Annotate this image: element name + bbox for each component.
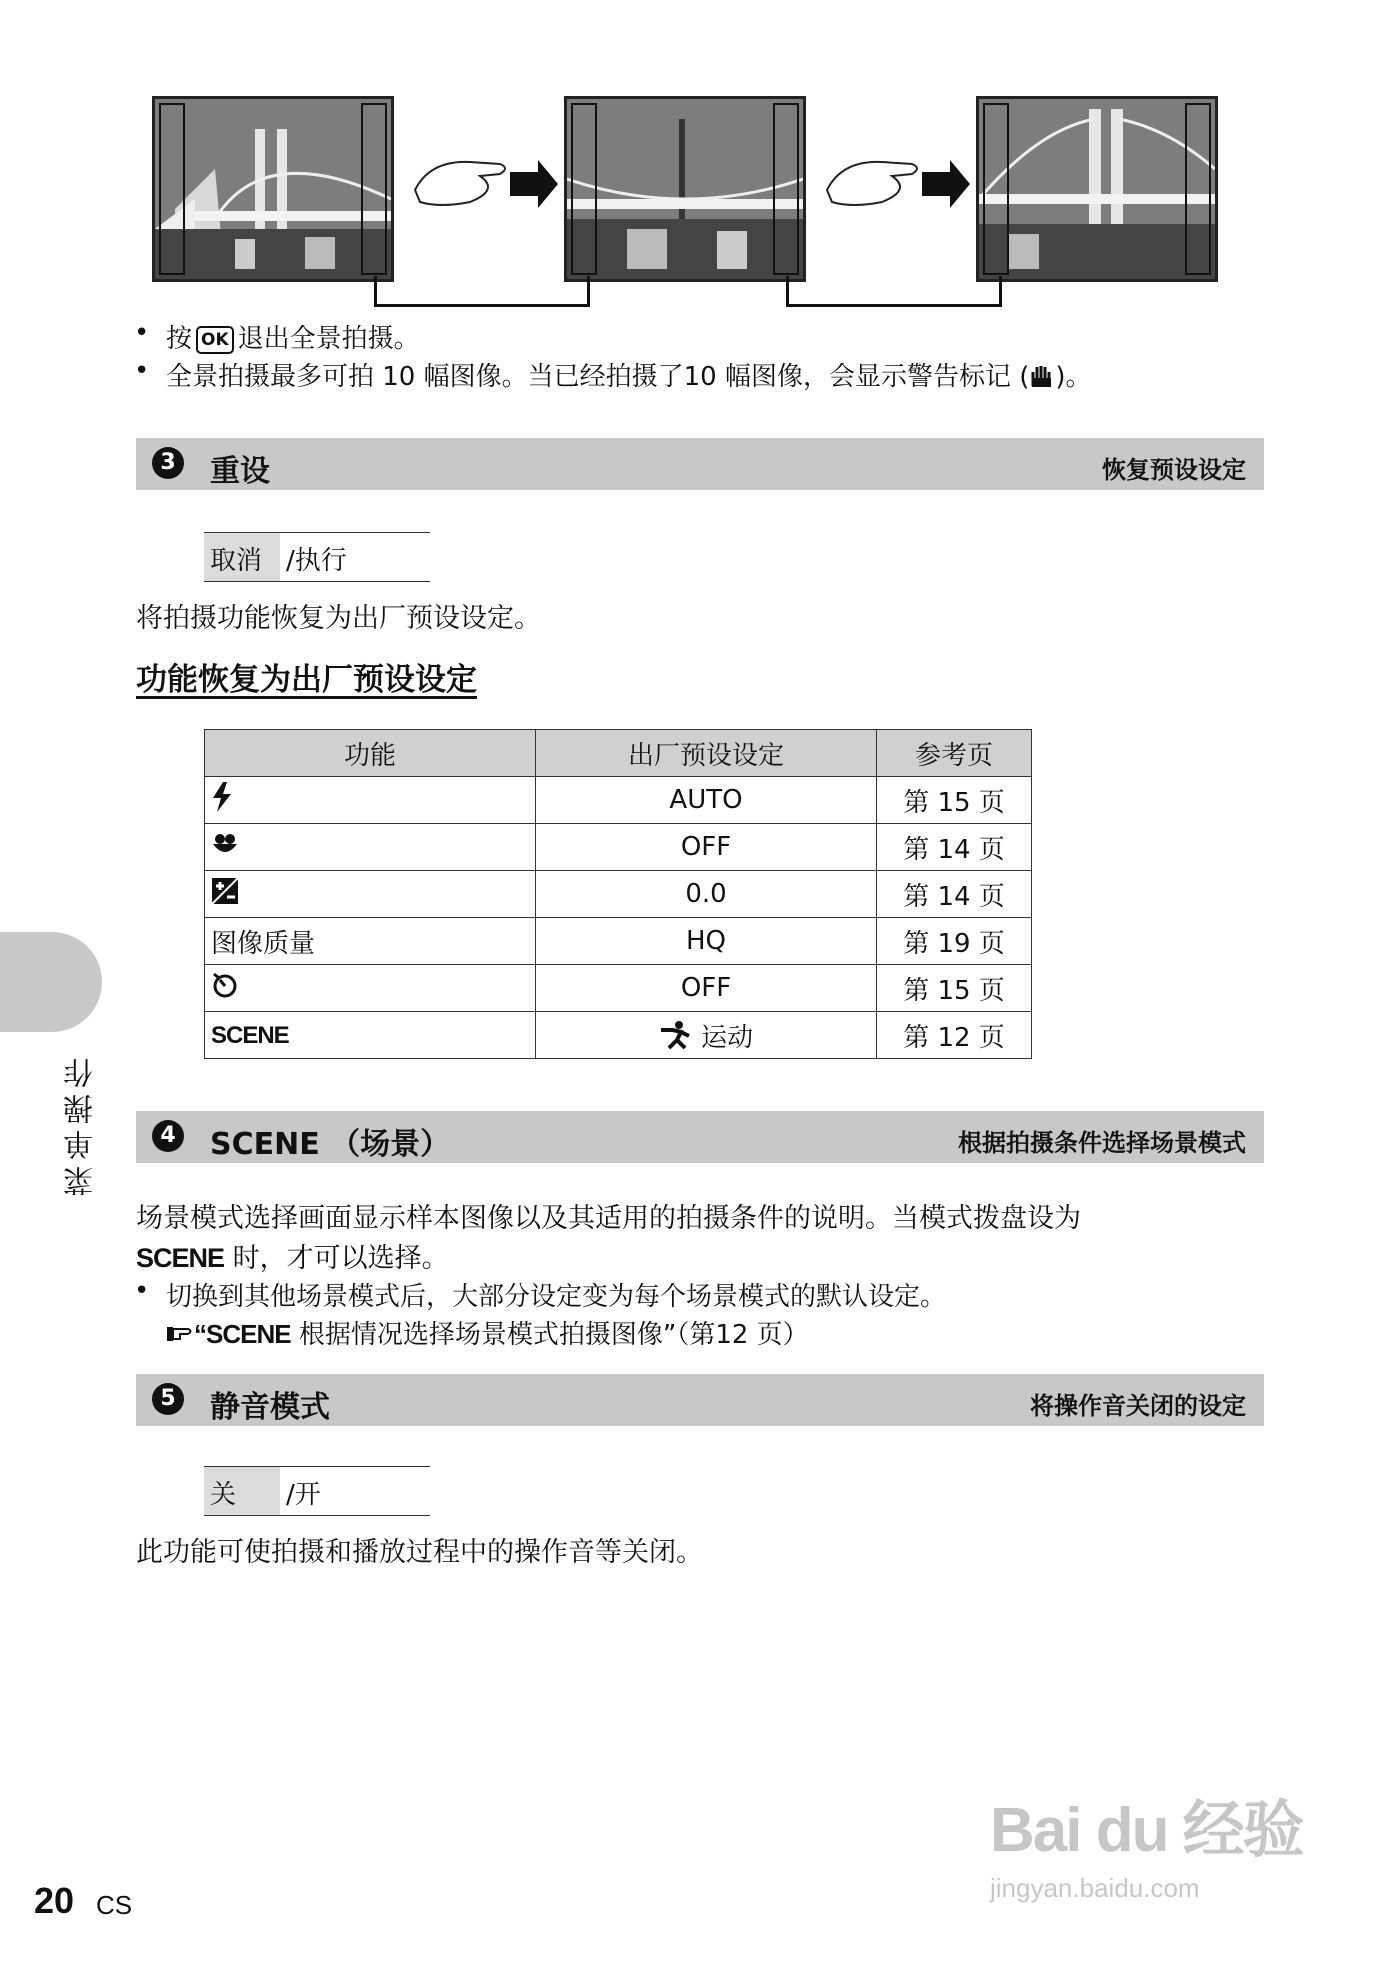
alignment-guide-right — [361, 103, 387, 275]
connector-line — [374, 276, 590, 307]
function-cell — [205, 777, 536, 824]
section-number: 4 — [152, 1120, 184, 1152]
page-cell: 第 14 页 — [877, 824, 1032, 871]
chapter-side-label: 菜单操作 — [64, 1052, 99, 1196]
option-execute[interactable]: /执行 — [286, 546, 347, 576]
factory-defaults-table — [204, 729, 1032, 1059]
function-cell — [205, 1012, 536, 1059]
scene-icon: SCENE — [136, 1243, 225, 1273]
scene-description-line1: 场景模式选择画面显示样本图像以及其适用的拍摄条件的说明。当模式拨盘设为 — [136, 1203, 1081, 1234]
scene-description-line2: SCENE 时，才可以选择。 — [136, 1243, 449, 1274]
alignment-guide-left — [159, 103, 185, 275]
section-number: 5 — [152, 1383, 184, 1415]
function-cell — [205, 871, 536, 918]
col-header-function: 功能 — [205, 730, 536, 777]
panorama-frame-3 — [976, 96, 1218, 282]
col-header-default: 出厂预设设定 — [536, 730, 877, 777]
alignment-guide-right — [1185, 103, 1211, 275]
panorama-frame-1 — [152, 96, 394, 282]
table-row — [205, 1012, 1032, 1059]
col-header-page: 参考页 — [877, 730, 1032, 777]
mute-description: 此功能可使拍摄和播放过程中的操作音等关闭。 — [136, 1537, 703, 1568]
page-cell: 第 15 页 — [877, 777, 1032, 824]
page-language: CS — [96, 1890, 133, 1920]
watermark-url: jingyan.baidu.com — [990, 1873, 1200, 1903]
default-cell: 运动 — [536, 1012, 877, 1059]
table-row — [205, 824, 1032, 871]
flash-icon — [211, 782, 233, 812]
page-number: 20 — [34, 1880, 75, 1921]
section-header-reset — [136, 438, 1264, 490]
bridge-photo-1 — [155, 99, 391, 279]
watermark-logo: Bai du 经验 — [990, 1796, 1303, 1865]
function-cell: 图像质量 — [205, 918, 536, 965]
default-cell: 0.0 — [536, 871, 877, 918]
sport-icon — [659, 1020, 693, 1050]
bullet-panorama-limit: • 全景拍摄最多可拍 10 幅图像。当已经拍摄了10 幅图像，会显示警告标记 ( )。 — [134, 356, 1092, 392]
alignment-guide-right — [773, 103, 799, 275]
page-cell: 第 12 页 — [877, 1012, 1032, 1059]
baidu-watermark — [990, 1780, 1303, 1904]
section-title: SCENE （场景） — [210, 1127, 451, 1162]
table-row — [205, 777, 1032, 824]
exposure-compensation-icon — [211, 877, 239, 905]
table-header-row — [205, 730, 1032, 777]
default-cell: OFF — [536, 965, 877, 1012]
function-cell — [205, 965, 536, 1012]
section-summary: 根据拍摄条件选择场景模式 — [958, 1129, 1246, 1157]
section-header-mute — [136, 1374, 1264, 1426]
alignment-guide-left — [571, 103, 597, 275]
scene-bullet: • 切换到其他场景模式后，大部分设定变为每个场景模式的默认设定。 — [134, 1276, 947, 1312]
reference-pointer-icon — [166, 1323, 194, 1345]
scene-icon: SCENE — [211, 1022, 289, 1049]
page-cell: 第 14 页 — [877, 871, 1032, 918]
function-cell — [205, 824, 536, 871]
section-summary: 将操作音关闭的设定 — [1030, 1392, 1246, 1420]
defaults-subheading: 功能恢复为出厂预设设定 — [136, 662, 477, 698]
self-timer-icon — [211, 971, 239, 999]
macro-icon — [211, 830, 239, 858]
scene-reference: “SCENE 根据情况选择场景模式拍摄图像”（第12 页） — [166, 1314, 809, 1351]
table-row — [205, 965, 1032, 1012]
default-cell: AUTO — [536, 777, 877, 824]
page-cell: 第 19 页 — [877, 918, 1032, 965]
mute-options — [204, 1466, 430, 1516]
option-off[interactable]: 关 — [210, 1480, 237, 1510]
section-title: 静音模式 — [210, 1390, 330, 1425]
alignment-guide-left — [983, 103, 1009, 275]
section-number: 3 — [152, 447, 184, 479]
chapter-side-tab — [0, 932, 102, 1032]
section-title: 重设 — [210, 454, 270, 489]
page-cell: 第 15 页 — [877, 965, 1032, 1012]
bridge-photo-2 — [567, 99, 803, 279]
option-cancel[interactable]: 取消 — [210, 546, 263, 576]
section-header-scene — [136, 1111, 1264, 1163]
warning-hand-icon — [1029, 364, 1055, 388]
table-row — [205, 918, 1032, 965]
reset-description: 将拍摄功能恢复为出厂预设设定。 — [136, 603, 541, 634]
table-row — [205, 871, 1032, 918]
section-summary: 恢复预设设定 — [1102, 456, 1246, 484]
connector-line — [786, 276, 1002, 307]
option-on[interactable]: /开 — [286, 1480, 321, 1510]
bullet-exit-panorama: • 按 OK 退出全景拍摄。 — [134, 318, 420, 354]
panorama-frame-2 — [564, 96, 806, 282]
reset-options — [204, 532, 430, 582]
default-cell: HQ — [536, 918, 877, 965]
hand-push-right-icon — [822, 150, 972, 220]
ok-button-icon: OK — [196, 326, 234, 354]
default-cell: OFF — [536, 824, 877, 871]
bridge-photo-3 — [979, 99, 1215, 279]
hand-push-right-icon — [410, 150, 560, 220]
